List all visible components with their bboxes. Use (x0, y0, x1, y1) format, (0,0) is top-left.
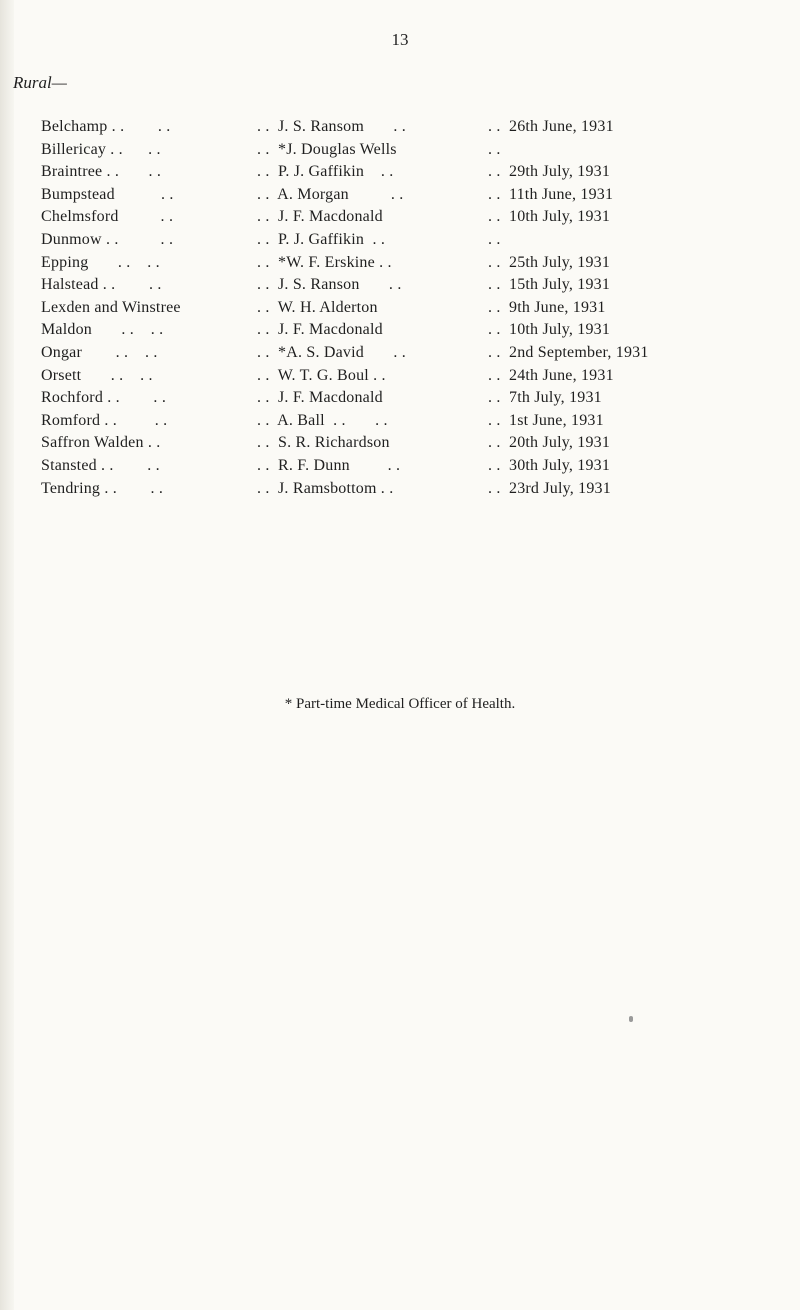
table-row (0, 455, 800, 478)
officer-cell: . . J. S. Ransom . . (257, 118, 406, 135)
table-row (0, 432, 800, 455)
district-cell: Tendring . . . . (41, 479, 164, 497)
officer-cell: . . J. F. Macdonald (257, 321, 383, 339)
date-cell: . . 9th June, 1931 (488, 298, 606, 316)
date-cell: . . 24th June, 1931 (488, 366, 614, 384)
date-cell: . . 26th June, 1931 (488, 118, 614, 135)
date-cell: . . 29th July, 1931 (488, 163, 611, 181)
officer-cell: . . P. J. Gaffikin . . (257, 230, 386, 248)
date-cell: . . 23rd July, 1931 (488, 479, 611, 497)
district-cell: Lexden and Winstree (41, 298, 181, 316)
date-cell: . . 11th June, 1931 (488, 185, 614, 203)
district-cell: Halstead . . . . (41, 276, 162, 294)
ink-speck (629, 1016, 633, 1022)
table-row (0, 410, 800, 433)
section-heading: Rural— (13, 73, 67, 92)
officer-cell: . . R. F. Dunn . . (257, 456, 401, 474)
date-cell: . . 7th July, 1931 (488, 389, 602, 407)
officer-cell: . . A. Morgan . . (257, 185, 404, 203)
district-cell: Billericay . . . . (41, 140, 161, 158)
district-cell: Saffron Walden . . (41, 434, 161, 452)
date-cell: . . (488, 230, 501, 248)
table-row (0, 342, 800, 365)
district-cell: Epping . . . . (41, 253, 160, 271)
date-cell: . . (488, 140, 501, 158)
table-row (0, 274, 800, 297)
date-cell: . . 2nd September, 1931 (488, 343, 649, 361)
date-cell: . . 15th July, 1931 (488, 276, 611, 294)
table-row (0, 387, 800, 410)
date-cell: . . 30th July, 1931 (488, 456, 611, 474)
district-cell: Rochford . . . . (41, 389, 167, 407)
district-cell: Orsett . . . . (41, 366, 153, 384)
district-cell: Braintree . . . . (41, 163, 162, 181)
table-row (0, 229, 800, 252)
table-row (0, 252, 800, 275)
table-row (0, 139, 800, 162)
page-number: 13 (391, 30, 409, 49)
table-row (0, 319, 800, 342)
table-row (0, 206, 800, 229)
date-cell: . . 1st June, 1931 (488, 411, 604, 429)
district-cell: Dunmow . . . . (41, 230, 174, 248)
district-cell: Bumpstead . . (41, 185, 174, 203)
date-cell: . . 20th July, 1931 (488, 434, 611, 452)
table-row (0, 116, 800, 139)
officer-cell: . . S. R. Richardson (257, 434, 390, 452)
table-row (0, 365, 800, 388)
officer-cell: . . J. Ramsbottom . . (257, 479, 394, 497)
date-cell: . . 25th July, 1931 (488, 253, 611, 271)
table-row (0, 297, 800, 320)
officer-cell: . . J. S. Ranson . . (257, 276, 402, 294)
officer-cell: . . W. H. Alderton (257, 298, 378, 316)
date-cell: . . 10th July, 1931 (488, 208, 611, 226)
officer-cell: . . J. F. Macdonald (257, 208, 383, 226)
date-cell: . . 10th July, 1931 (488, 321, 611, 339)
district-cell: Maldon . . . . (41, 321, 164, 339)
officer-table (0, 116, 800, 500)
district-cell: Chelmsford . . (41, 208, 174, 226)
district-cell: Belchamp . . . . (41, 118, 171, 135)
district-cell: Ongar . . . . (41, 343, 158, 361)
officer-cell: . . *W. F. Erskine . . (257, 253, 392, 271)
officer-cell: . . *J. Douglas Wells (257, 140, 397, 158)
table-row (0, 478, 800, 501)
officer-cell: . . W. T. G. Boul . . (257, 366, 386, 384)
footnote: * Part-time Medical Officer of Health. (284, 696, 516, 712)
district-cell: Stansted . . . . (41, 456, 160, 474)
officer-cell: . . P. J. Gaffikin . . (257, 163, 394, 181)
table-row (0, 161, 800, 184)
officer-cell: . . *A. S. David . . (257, 343, 406, 361)
officer-cell: . . J. F. Macdonald (257, 389, 383, 407)
district-cell: Romford . . . . (41, 411, 168, 429)
table-row (0, 184, 800, 207)
officer-cell: . . A. Ball . . . . (257, 411, 388, 429)
